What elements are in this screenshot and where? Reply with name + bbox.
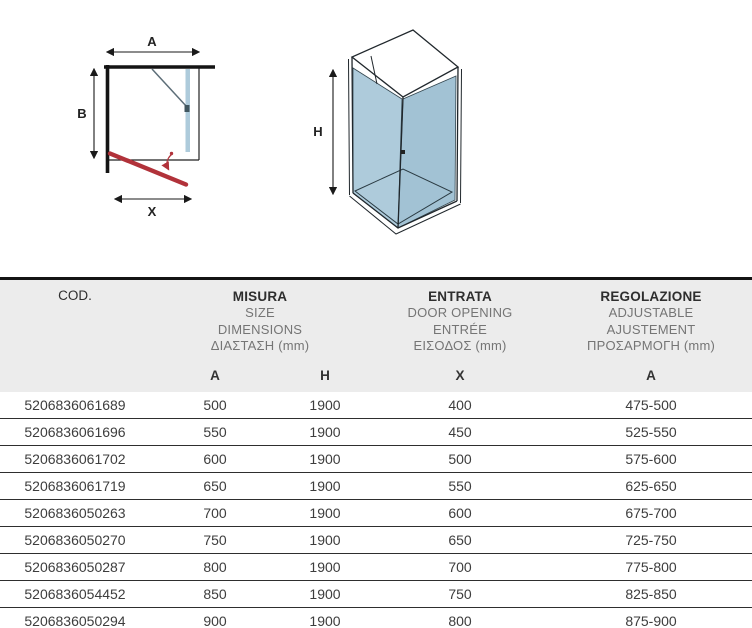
- group-adjustable-line2: ADJUSTABLE: [608, 305, 694, 320]
- height-h-cell: 1900: [280, 554, 370, 581]
- group-adjustable-line1: REGOLAZIONE: [600, 289, 702, 304]
- table-row: [0, 392, 752, 419]
- width-a-cell: 550: [150, 419, 280, 446]
- width-a-cell: 700: [150, 500, 280, 527]
- adjustable-a-cell: 475-500: [550, 392, 752, 419]
- height-h-cell: 1900: [280, 392, 370, 419]
- group-adjustable-line4: ΠΡΟΣΑΡΜΟΓΗ (mm): [587, 338, 715, 353]
- height-h-cell: 1900: [280, 527, 370, 554]
- spec-table: [0, 277, 752, 628]
- spec-table-body: [0, 392, 752, 628]
- group-adjustable-line3: AJUSTEMENT: [606, 321, 696, 337]
- iso-view-diagram: [313, 30, 461, 234]
- table-row: [0, 554, 752, 581]
- plan-view-diagram: [77, 34, 215, 219]
- adjustable-a-cell: 775-800: [550, 554, 752, 581]
- table-row: [0, 527, 752, 554]
- plan-open-door: [110, 154, 186, 185]
- iso-left-glass-wall: [353, 68, 402, 228]
- adjustable-a-cell: 675-700: [550, 500, 752, 527]
- adjustable-a-cell: 625-650: [550, 473, 752, 500]
- plan-support-bar: [152, 69, 187, 107]
- product-code-cell: 5206836054452: [0, 581, 150, 608]
- subcol-x: X: [370, 362, 550, 392]
- subcol-adj-a: A: [550, 362, 752, 392]
- dimension-x-label: X: [147, 204, 157, 219]
- adjustable-a-cell: 875-900: [550, 608, 752, 628]
- group-opening-line3: ENTRÉE: [433, 321, 487, 337]
- opening-x-cell: 800: [370, 608, 550, 628]
- product-code-cell: 5206836061689: [0, 392, 150, 419]
- product-code-cell: 5206836061696: [0, 419, 150, 446]
- opening-x-cell: 600: [370, 500, 550, 527]
- width-a-cell: 650: [150, 473, 280, 500]
- col-group-adjustable: [550, 279, 752, 363]
- adjustable-a-cell: 575-600: [550, 446, 752, 473]
- col-group-size: [150, 279, 370, 363]
- product-code-cell: 5206836050294: [0, 608, 150, 628]
- height-h-cell: 1900: [280, 500, 370, 527]
- iso-door-handle: [401, 150, 405, 154]
- height-h-cell: 1900: [280, 446, 370, 473]
- plan-bar-bracket: [185, 105, 190, 112]
- table-row: [0, 608, 752, 628]
- group-size-line3: DIMENSIONS: [217, 321, 303, 337]
- table-row: [0, 500, 752, 527]
- opening-x-cell: 750: [370, 581, 550, 608]
- table-row: [0, 446, 752, 473]
- subcol-h: H: [280, 362, 370, 392]
- height-h-cell: 1900: [280, 608, 370, 628]
- subcol-a: A: [150, 362, 280, 392]
- product-code-cell: 5206836050263: [0, 500, 150, 527]
- product-code-cell: 5206836050270: [0, 527, 150, 554]
- group-size-line2: SIZE: [245, 305, 275, 320]
- product-code-cell: 5206836050287: [0, 554, 150, 581]
- spec-table-header: [0, 279, 752, 393]
- col-header-cod: COD.: [0, 279, 150, 393]
- adjustable-a-cell: 725-750: [550, 527, 752, 554]
- opening-x-cell: 700: [370, 554, 550, 581]
- table-row: [0, 581, 752, 608]
- group-size-line4: ΔΙΑΣΤΑΣΗ (mm): [210, 338, 310, 353]
- dimension-h-label: H: [313, 124, 323, 139]
- product-code-cell: 5206836061702: [0, 446, 150, 473]
- product-code-cell: 5206836061719: [0, 473, 150, 500]
- opening-x-cell: 450: [370, 419, 550, 446]
- width-a-cell: 600: [150, 446, 280, 473]
- group-size-line1: MISURA: [232, 289, 288, 304]
- width-a-cell: 850: [150, 581, 280, 608]
- table-row: [0, 473, 752, 500]
- opening-x-cell: 500: [370, 446, 550, 473]
- adjustable-a-cell: 525-550: [550, 419, 752, 446]
- col-group-door-opening: [370, 279, 550, 363]
- technical-diagrams: [0, 0, 752, 277]
- opening-x-cell: 550: [370, 473, 550, 500]
- adjustable-a-cell: 825-850: [550, 581, 752, 608]
- width-a-cell: 800: [150, 554, 280, 581]
- table-row: [0, 419, 752, 446]
- group-opening-line2: DOOR OPENING: [407, 305, 513, 320]
- group-opening-line1: ENTRATA: [428, 289, 492, 304]
- plan-swing-arrow: [167, 155, 172, 170]
- width-a-cell: 500: [150, 392, 280, 419]
- height-h-cell: 1900: [280, 473, 370, 500]
- dimension-a-label: A: [147, 34, 157, 49]
- width-a-cell: 900: [150, 608, 280, 628]
- opening-x-cell: 650: [370, 527, 550, 554]
- height-h-cell: 1900: [280, 419, 370, 446]
- group-opening-line4: ΕΙΣΟΔΟΣ (mm): [413, 338, 507, 353]
- dimension-b-label: B: [77, 106, 87, 121]
- width-a-cell: 750: [150, 527, 280, 554]
- opening-x-cell: 400: [370, 392, 550, 419]
- height-h-cell: 1900: [280, 581, 370, 608]
